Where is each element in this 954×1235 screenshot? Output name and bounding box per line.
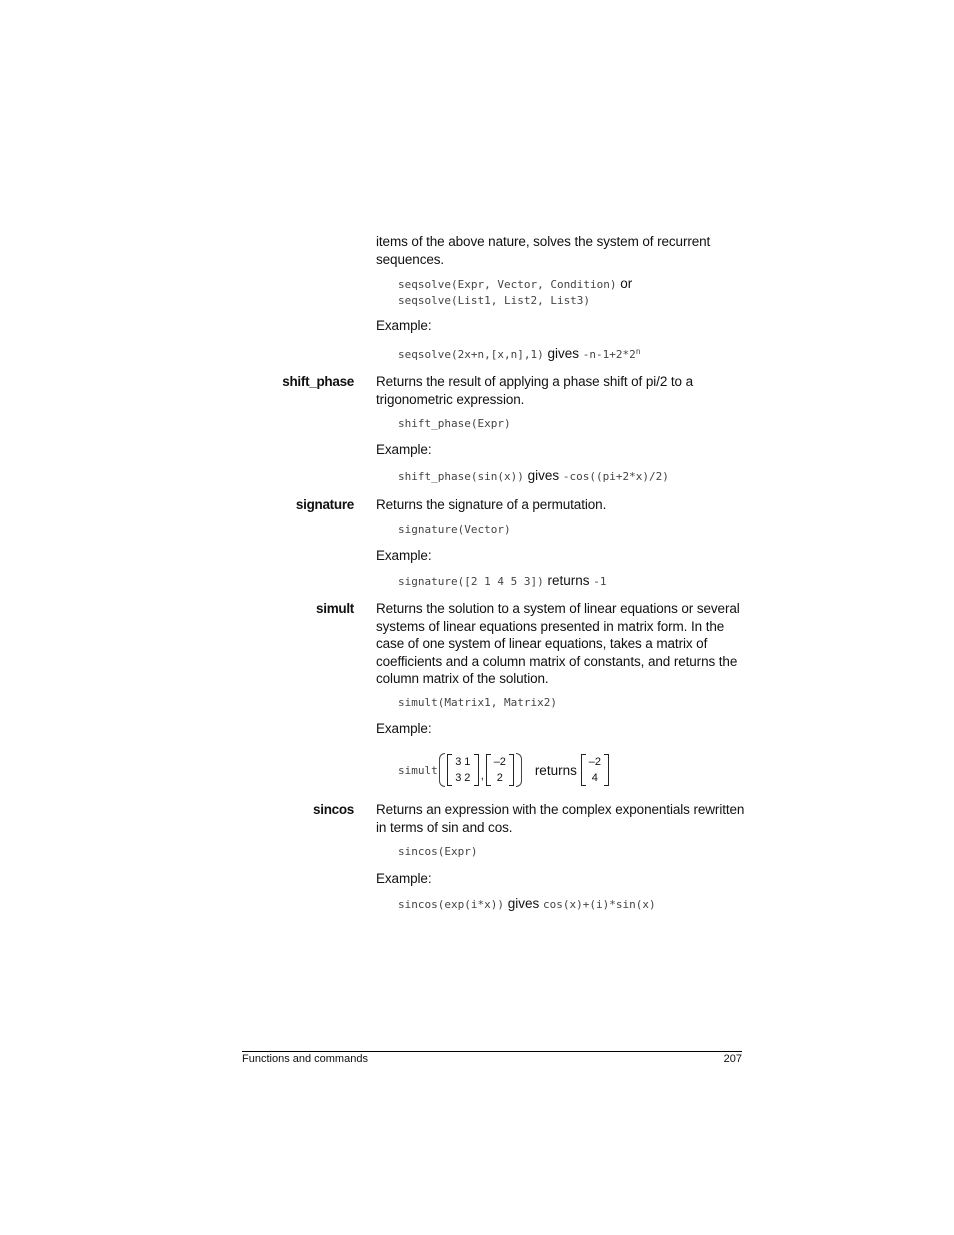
signature-returns: returns [543,573,594,588]
matrix-result [581,754,609,786]
seqsolve-example-code: seqsolve(2x+n,[x,n],1) [398,348,544,361]
sincos-desc: Returns an expression with the complex exponentials rewritten in terms of sin and cos. [376,802,745,835]
term-shift-phase: shift_phase [282,374,354,389]
seqsolve-example-label: Example: [376,318,432,333]
signature-desc: Returns the signature of a permutation. [376,497,607,512]
term-simult: simult [316,601,354,616]
signature-syntax: signature(Vector) [398,523,511,536]
matrix-b [486,754,514,786]
seqsolve-syntax-1: seqsolve(Expr, Vector, Condition) [398,278,617,291]
seqsolve-gives: gives [543,346,583,361]
matrix-result-cell: 4 [591,772,598,784]
footer-rule [242,1051,742,1052]
sincos-syntax: sincos(Expr) [398,845,478,858]
matrix-comma: , [480,770,484,782]
seqsolve-syntax-2: seqsolve(List1, List2, List3) [398,294,591,307]
matrix-a [447,754,479,786]
term-signature: signature [295,497,354,512]
or-word: or [616,276,633,291]
matrix-b-cell: –2 [493,756,506,768]
matrix-a-cell: 3 [455,772,462,784]
seqsolve-example-result: -n-1+2*2 [582,348,636,361]
term-sincos: sincos [313,802,354,817]
simult-example-label: Example: [376,721,432,736]
page-number: 207 [723,1053,742,1065]
shift-phase-example-code: shift_phase(sin(x)) [398,470,524,483]
signature-example-result: -1 [593,575,607,588]
seqsolve-syntax [398,276,632,309]
signature-example-code: signature([2 1 4 5 3]) [398,575,544,588]
simult-example [398,752,610,788]
sincos-example-code: sincos(exp(i*x)) [398,898,504,911]
matrix-a-cell: 1 [464,756,471,768]
shift-phase-gives: gives [523,468,563,483]
shift-phase-syntax: shift_phase(Expr) [398,417,511,430]
matrix-a-cell: 3 [455,756,462,768]
sincos-example-result: cos(x)+(i)*sin(x) [543,898,656,911]
shift-phase-desc: Returns the result of applying a phase shift of pi/2 to a trigonometric expression. [376,374,693,407]
signature-example-label: Example: [376,548,432,563]
seqsolve-result-sup: n [635,347,641,356]
simult-syntax: simult(Matrix1, Matrix2) [398,696,557,709]
shift-phase-example-label: Example: [376,442,432,457]
shift-phase-example-result: -cos((pi+2*x)/2) [562,470,669,483]
matrix-b-cell: 2 [496,772,503,784]
shift-phase-example [398,468,669,485]
seqsolve-desc: items of the above nature, solves the system of recurrent sequences. [376,234,711,267]
matrix-a-cell: 2 [464,772,471,784]
matrix-result-cell: –2 [588,756,601,768]
footer-section: Functions and commands [242,1053,368,1065]
sincos-example [398,896,656,913]
simult-returns: returns [534,762,577,778]
seqsolve-example [398,344,641,363]
left-paren [439,753,445,787]
sincos-gives: gives [503,896,543,911]
simult-example-fn: simult [398,763,438,777]
sincos-example-label: Example: [376,871,432,886]
right-paren [516,753,522,787]
simult-desc: Returns the solution to a system of linear equations or several systems of linear equations presented in matrix form. In the case of one system of linear equations, takes a matrix of coefficients and a column matrix of constants, and returns the column matrix of the solution. [376,601,740,686]
signature-example [398,573,606,590]
